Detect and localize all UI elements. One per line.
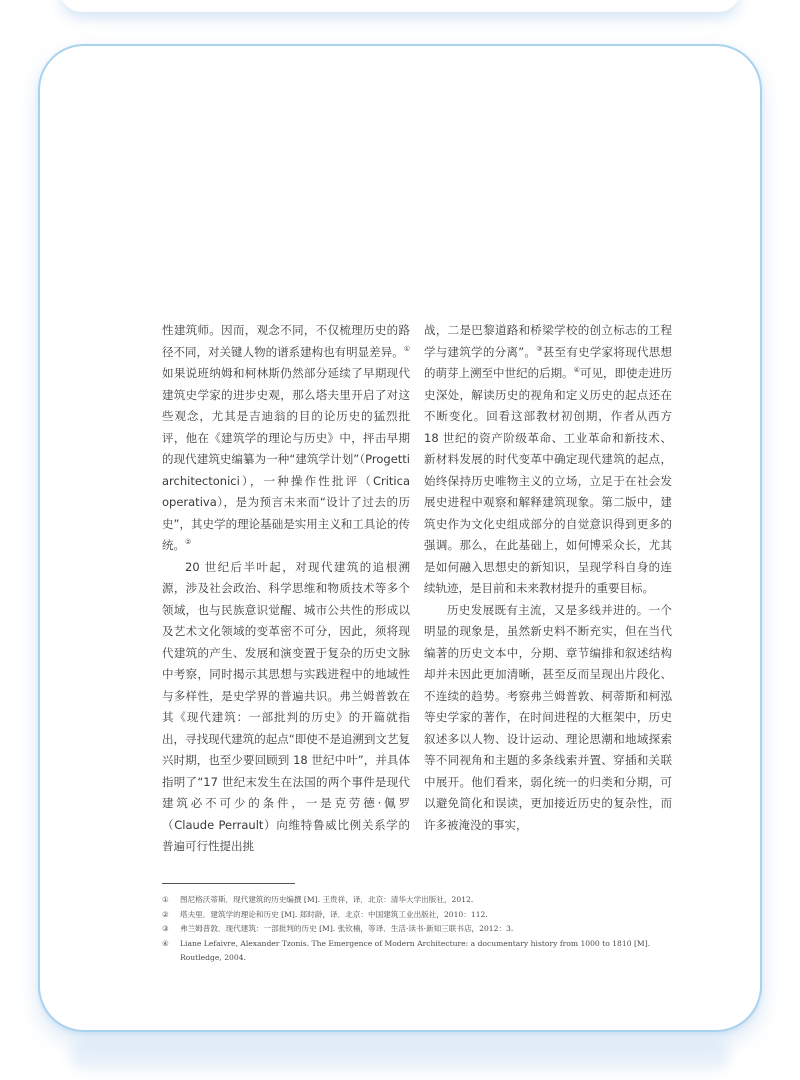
footnote-text: 弗兰姆普敦．现代建筑：一部批判的历史 [M]. 张钦楠，等译．生活·读书·新知三联书店，2012：3. <box>180 924 514 933</box>
top-card-shadow <box>60 0 740 12</box>
left-p1-text-b: 如果说班纳姆和柯林斯仍然部分延续了早期现代建筑史学家的进步史观，那么塔夫里开启了对这些观念，尤其是吉迪翁的目的论历史的猛烈批评，他在《建筑学的理论与历史》中，抨击早期的现代建筑史编纂为一种“建筑学计划”（Progetti architectonici），一种操作性批评（Critica operativa），是为预言未来而“设计了过去的历史”，其史学的理论基础是实用主义和工具论的传统。 <box>162 366 410 552</box>
right-text-column <box>424 320 672 836</box>
bottom-card-shadow <box>70 1040 730 1070</box>
right-paragraph-2: 历史发展既有主流，又是多线并进的。一个明显的现象是，虽然新史料不断充实，但在当代编著的历史文本中，分期、章节编排和叙述结构却并未因此更加清晰，甚至反而呈现出片段化、不连续的趋势。考察弗兰姆普敦、柯蒂斯和柯泓等史学家的著作，在时间进程的大框架中，历史叙述多以人物、设计运动、理论思潮和地域探索等不同视角和主题的多条线索并置、穿插和关联中展开。他们看来，弱化统一的归类和分期，可以避免简化和误读，更加接近历史的复杂性，而许多被淹没的事实， <box>424 602 672 832</box>
left-text-column <box>162 320 410 858</box>
footnote-divider <box>162 883 295 884</box>
footnote-item <box>162 908 674 923</box>
footnote-item <box>162 893 674 908</box>
right-p1-text-b: 甚至有史学家将现代思想的萌芽上溯至中世纪的后期。 <box>424 344 673 380</box>
right-p1-text-a: 战，二是巴黎道路和桥梁学校的创立标志的工程学与建筑学的分离”。 <box>424 323 672 359</box>
footnote-number: ① <box>162 895 169 904</box>
footnote-ref-1: ① <box>403 344 410 353</box>
footnote-number: ④ <box>162 938 169 948</box>
footnote-ref-2: ② <box>185 538 192 547</box>
footnote-text: 塔夫里．建筑学的理论和历史 [M]. 郑时龄，译．北京：中国建筑工业出版社，2010：112. <box>180 909 488 919</box>
footnote-text: Liane Lefaivre, Alexander Tzonis. The Emergence of Modern Architecture: a documentary history from 1000 to 1810 [M]. Routledge, 2004. <box>180 938 651 962</box>
footnote-number: ② <box>162 909 169 919</box>
left-paragraph-2: 20 世纪后半叶起，对现代建筑的追根溯源，涉及社会政治、科学思维和物质技术等多个领域，也与民族意识觉醒、城市公共性的形成以及艺术文化领域的变革密不可分，因此，须将现代建筑的产生、发展和演变置于复杂的历史文脉中考察，同时揭示其思想与实践进程中的地域性与多样性，是史学界的普遍共识。弗兰姆普敦在其《现代建筑：一部批判的历史》的开篇就指出，寻找现代建筑的起点“即使不是追溯到文艺复兴时期，也至少要回顾到 18 世纪中叶”，并具体指明了“17 世纪末发生在法国的两个事件是现代建筑必不可少的条件，一是克劳德·佩罗（Claude Perrault）向维特鲁威比例关系学的普遍可行性提出挑 <box>162 559 410 853</box>
footnote-ref-4: ④ <box>573 366 580 375</box>
footnote-item <box>162 937 674 966</box>
left-paragraph-1 <box>162 320 410 557</box>
left-p1-text-a: 性建筑师。因而，观念不同，不仅梳理历史的路径不同，对关键人物的谱系建构也有明显差异。 <box>162 323 410 359</box>
footnotes <box>162 893 674 966</box>
footnote-item <box>162 922 674 937</box>
footnote-ref-3: ③ <box>536 344 543 353</box>
right-paragraph-1 <box>424 320 672 600</box>
footnote-text: 图尼格沃蒂斯．现代建筑的历史编撰 [M]. 王贵祥，译．北京：清华大学出版社，2012. <box>180 895 474 904</box>
footnote-number: ③ <box>162 924 169 933</box>
right-p1-text-c: 可见，即使走进历史深处，解读历史的视角和定义历史的起点还在不断变化。回看这部教材初创期，作者从西方 18 世纪的资产阶级革命、工业革命和新技术、新材料发展的时代变革中确定现代建筑的起点，始终保持历史唯物主义的立场，立足于在社会发展史进程中观察和解释建筑现象。第二版中，建筑史作为文化史组成部分的自觉意识得到更多的强调。那么，在此基础上，如何博采众长，尤其是如何融入思想史的新知识，呈现学科自身的连续轨迹，是目前和未来教材提升的重要目标。 <box>424 366 673 595</box>
